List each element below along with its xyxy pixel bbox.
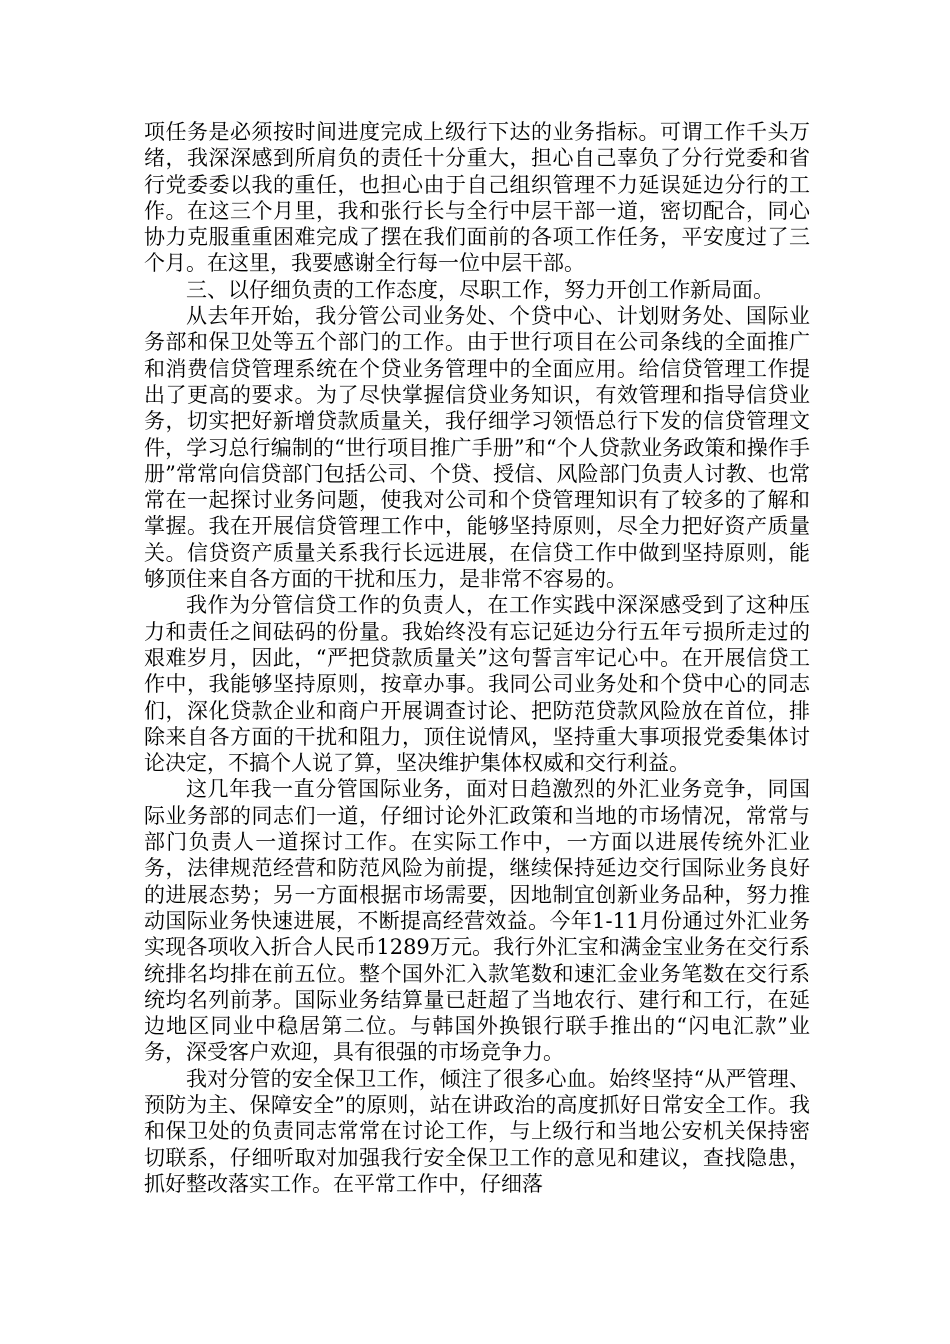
paragraph-continued: 项任务是必须按时间进度完成上级行下达的业务指标。可谓工作千头万绪，我深深感到所肩负的责任十分重大，担心自己辜负了分行党委和省行党委委以我的重任，也担心由于自己组织管理不力延误延边分行的工作。在这三个月里，我和张行长与全行中层干部一道，密切配合，同心协力克服重重困难完成了摆在我们面前的各项工作任务，平安度过了三个月。在这里，我要感谢全行每一位中层干部。 <box>144 120 810 276</box>
paragraph-credit-responsibility: 我作为分管信贷工作的负责人，在工作实践中深深感受到了这种压力和责任之间砝码的份量。我始终没有忘记延边分行五年亏损所走过的艰难岁月，因此，“严把贷款质量关”这句誓言牢记心中。在开展信贷工作中，我能够坚持原则，按章办事。我同公司业务处和个贷中心的同志们，深化贷款企业和商户开展调查讨论、把防范贷款风险放在首位，排除来自各方面的干扰和阻力，顶住说情风，坚持重大事项报党委集体讨论决定，不搞个人说了算，坚决维护集体权威和交行利益。 <box>144 593 810 776</box>
paragraph-security-work: 我对分管的安全保卫工作，倾注了很多心血。始终坚持“从严管理、预防为主、保障安全”的原则，站在讲政治的高度抓好日常安全工作。我和保卫处的负责同志常常在讨论工作，与上级行和当地公安机关保持密切联系，仔细听取对加强我行安全保卫工作的意见和建议，查找隐患，抓好整改落实工作。在平常工作中，仔细落 <box>144 1066 810 1196</box>
paragraph-credit-management: 从去年开始，我分管公司业务处、个贷中心、计划财务处、国际业务部和保卫处等五个部门的工作。由于世行项目在公司条线的全面推广和消费信贷管理系统在个贷业务管理中的全面应用。给信贷管理工作提出了更高的要求。为了尽快掌握信贷业务知识，有效管理和指导信贷业务，切实把好新增贷款质量关，我仔细学习领悟总行下发的信贷管理文件，学习总行编制的“世行项目推广手册”和“个人贷款业务政策和操作手册”常常向信贷部门包括公司、个贷、授信、风险部门负责人讨教、也常常在一起探讨业务问题，使我对公司和个贷管理知识有了较多的了解和掌握。我在开展信贷管理工作中，能够坚持原则，尽全力把好资产质量关。信贷资产质量关系我行长远进展，在信贷工作中做到坚持原则，能够顶住来自各方面的干扰和压力，是非常不容易的。 <box>144 304 810 592</box>
paragraph-international-business: 这几年我一直分管国际业务，面对日趋激烈的外汇业务竞争，同国际业务部的同志们一道，仔细讨论外汇政策和当地的市场情况，常常与部门负责人一道探讨工作。在实际工作中，一方面以进展传统外汇业务，法律规范经营和防范风险为前提，继续保持延边交行国际业务良好的进展态势；另一方面根据市场需要，因地制宜创新业务品种，努力推动国际业务快速进展，不断提高经营效益。今年1-11月份通过外汇业务实现各项收入折合人民币1289万元。我行外汇宝和满金宝业务在交行系统排名均排在前五位。整个国外汇入款笔数和速汇金业务笔数在交行系统均名列前茅。国际业务结算量已赶超了当地农行、建行和工行，在延边地区同业中稳居第二位。与韩国外换银行联手推出的“闪电汇款”业务，深受客户欢迎，具有很强的市场竞争力。 <box>144 777 810 1065</box>
section-heading: 三、以仔细负责的工作态度，尽职工作，努力开创工作新局面。 <box>186 277 774 302</box>
document-body <box>144 119 810 1197</box>
